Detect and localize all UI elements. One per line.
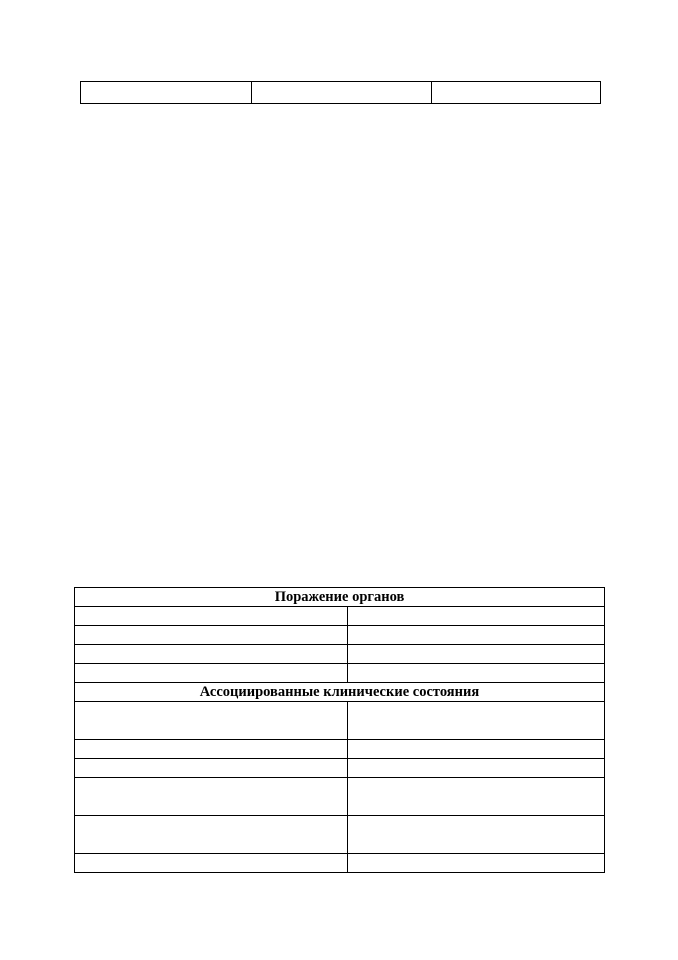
- table-row: [75, 702, 605, 740]
- table-cell: [75, 664, 348, 683]
- table-cell: [75, 759, 348, 778]
- table-cell: [75, 645, 348, 664]
- table-row: [75, 645, 605, 664]
- section-header-row: [75, 588, 605, 607]
- table-cell: [75, 626, 348, 645]
- section-title-associated-conditions: Ассоциированные клинические состояния: [75, 683, 605, 702]
- table-cell: [348, 702, 605, 740]
- top-table: [80, 81, 601, 104]
- table-row: [81, 82, 601, 104]
- section-title-organ-damage: Поражение органов: [75, 588, 605, 607]
- table-row: [75, 740, 605, 759]
- table-cell: [81, 82, 252, 104]
- table-row: [75, 626, 605, 645]
- table-cell: [75, 702, 348, 740]
- table-cell: [75, 816, 348, 854]
- table-cell: [75, 607, 348, 626]
- table-cell: [252, 82, 432, 104]
- table-cell: [348, 626, 605, 645]
- table-cell: [75, 778, 348, 816]
- table-cell: [348, 607, 605, 626]
- table-cell: [348, 759, 605, 778]
- table-row: [75, 607, 605, 626]
- table-cell: [75, 740, 348, 759]
- table-cell: [348, 645, 605, 664]
- table-row: [75, 816, 605, 854]
- table-cell: [75, 854, 348, 873]
- table-row: [75, 759, 605, 778]
- table-cell: [348, 854, 605, 873]
- section-header-row: [75, 683, 605, 702]
- table-cell: [348, 664, 605, 683]
- table-cell: [432, 82, 601, 104]
- table-cell: [348, 778, 605, 816]
- table-row: [75, 854, 605, 873]
- organ-damage-table: [74, 587, 605, 873]
- table-cell: [348, 740, 605, 759]
- table-row: [75, 778, 605, 816]
- table-cell: [348, 816, 605, 854]
- table-row: [75, 664, 605, 683]
